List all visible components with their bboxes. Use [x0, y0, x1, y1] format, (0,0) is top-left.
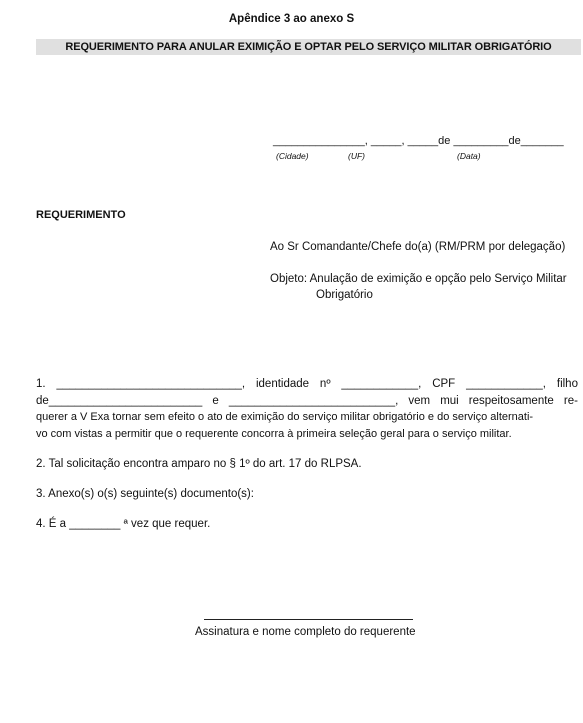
object-line-2: Obrigatório [316, 289, 373, 301]
p1-word: respeitosamente [468, 395, 554, 407]
addressee-line: Ao Sr Comandante/Chefe do(a) (RM/PRM por delegação) [270, 241, 566, 253]
caption-city: (Cidade) [276, 151, 309, 161]
p1-word: 1. [36, 378, 46, 390]
form-title: REQUERIMENTO PARA ANULAR EXIMIÇÃO E OPTAR PELO SERVIÇO MILITAR OBRIGATÓRIO [65, 41, 552, 53]
p1-word: CPF [432, 378, 456, 390]
p1-word: __________________________, [228, 395, 399, 407]
paragraph-3: 3. Anexo(s) o(s) seguinte(s) documento(s): [36, 488, 254, 500]
caption-uf: (UF) [348, 151, 365, 161]
p1-word: re- [563, 395, 578, 407]
p1-word: e [212, 395, 219, 407]
p1-word: identidade [255, 378, 310, 390]
paragraph-1-line-1 [36, 378, 578, 390]
signature-label: Assinatura e nome completo do requerente [195, 626, 416, 638]
p1-word: mui [440, 395, 459, 407]
p1-word: ____________, [341, 378, 422, 390]
paragraph-4: 4. É a ________ ª vez que requer. [36, 518, 211, 530]
p1-word: vem [408, 395, 431, 407]
p1-word: ____________, [466, 378, 547, 390]
p1-word: de________________________ [36, 395, 203, 407]
paragraph-1-line-3: querer a V Exa tornar sem efeito o ato de eximição do serviço militar obrigatório e do serviço alternati- [36, 411, 534, 423]
p1-word: filho [556, 378, 578, 390]
object-line-1: Objeto: Anulação de eximição e opção pelo Serviço Militar [270, 273, 567, 285]
paragraph-1-line-2 [36, 395, 578, 407]
appendix-title: Apêndice 3 ao anexo S [228, 13, 355, 25]
date-fill-line: _______________, _____, _____de _________de_______ [273, 135, 564, 147]
signature-line [204, 619, 413, 620]
p1-word: _____________________________, [56, 378, 246, 390]
section-heading: REQUERIMENTO [36, 209, 126, 221]
p1-word: nº [319, 378, 331, 390]
caption-date: (Data) [457, 151, 481, 161]
paragraph-2: 2. Tal solicitação encontra amparo no § 1º do art. 17 do RLPSA. [36, 458, 362, 470]
paragraph-1-line-4: vo com vistas a permitir que o requerente concorra à primeira seleção geral para o serviço militar. [36, 428, 512, 440]
